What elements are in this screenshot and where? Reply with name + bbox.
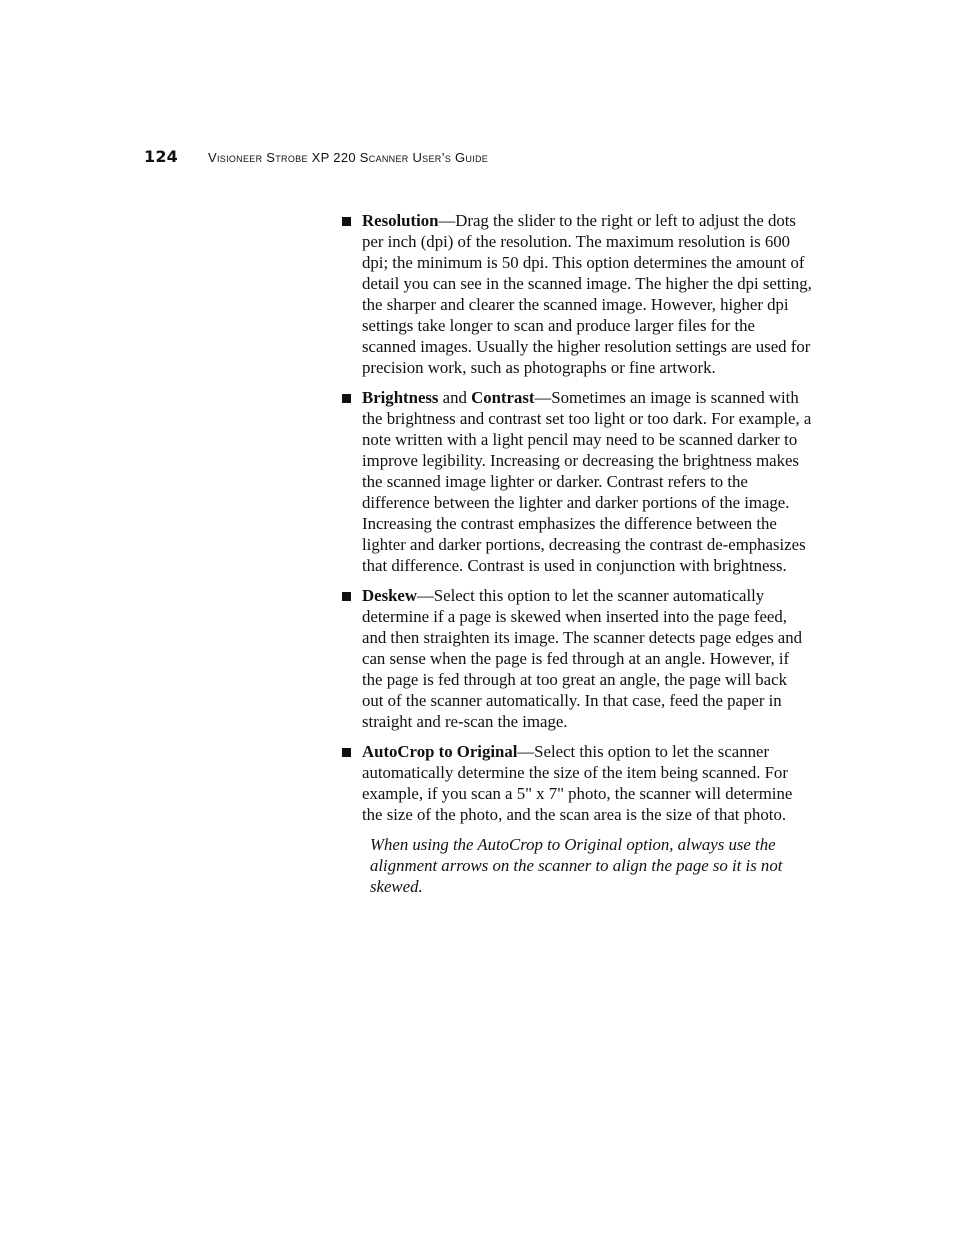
body-content: [342, 210, 812, 897]
term-autocrop: AutoCrop to Original: [362, 742, 518, 761]
description-brightness-contrast: —Sometimes an image is scanned with the brightness and contrast set too light or too dark. For example, a note written with a light pencil may need to be scanned darker to improve legibility. Increasing or decreasing the brightness makes the scanned image lighter or darker. Contrast refers to the difference between the lighter and darker portions of the image. Increasing the contrast emphasizes the difference between the lighter and darker portions, decreasing the contrast de-emphasizes that difference. Contrast is used in conjunction with brightness.: [362, 388, 812, 575]
page-number: 124: [144, 147, 178, 166]
term-brightness: Brightness: [362, 388, 439, 407]
list-item-autocrop: [342, 741, 812, 825]
list-item-deskew: [342, 585, 812, 732]
list-item-brightness-contrast: [342, 387, 812, 576]
description-deskew: —Select this option to let the scanner automatically determine if a page is skewed when inserted into the page feed, and then straighten its image. The scanner detects page edges and can sense when the page is fed through at an angle. However, if the page is fed through at too great an angle, the page will back out of the scanner automatically. In that case, feed the paper in straight and re-scan the image.: [362, 586, 803, 731]
description-autocrop: —Select this option to let the scanner automatically determine the size of the item being scanned. For example, if you scan a 5" x 7" photo, the scanner will determine the size of the photo, and the scan area is the size of that photo.: [362, 742, 793, 824]
running-header: [144, 147, 488, 168]
square-bullet-icon: [342, 394, 351, 403]
autocrop-note: When using the AutoCrop to Original option, always use the alignment arrows on the scanner to align the page so it is not skewed.: [370, 835, 783, 896]
description-resolution: —Drag the slider to the right or left to adjust the dots per inch (dpi) of the resolution. The maximum resolution is 600 dpi; the minimum is 50 dpi. This option determines the amount of detail you can see in the scanned image. The higher the dpi setting, the sharper and clearer the scanned image. However, higher dpi settings take longer to scan and produce larger files for the scanned images. Usually the higher resolution settings are used for precision work, such as photographs or fine artwork.: [362, 211, 812, 377]
term-contrast: Contrast: [471, 388, 535, 407]
guide-title: Visioneer Strobe XP 220 Scanner User’s Guide: [208, 150, 489, 165]
square-bullet-icon: [342, 592, 351, 601]
square-bullet-icon: [342, 748, 351, 757]
term-deskew: Deskew: [362, 586, 417, 605]
square-bullet-icon: [342, 217, 351, 226]
term-resolution: Resolution: [362, 211, 439, 230]
term-joiner: and: [438, 388, 472, 407]
list-item-resolution: [342, 210, 812, 378]
